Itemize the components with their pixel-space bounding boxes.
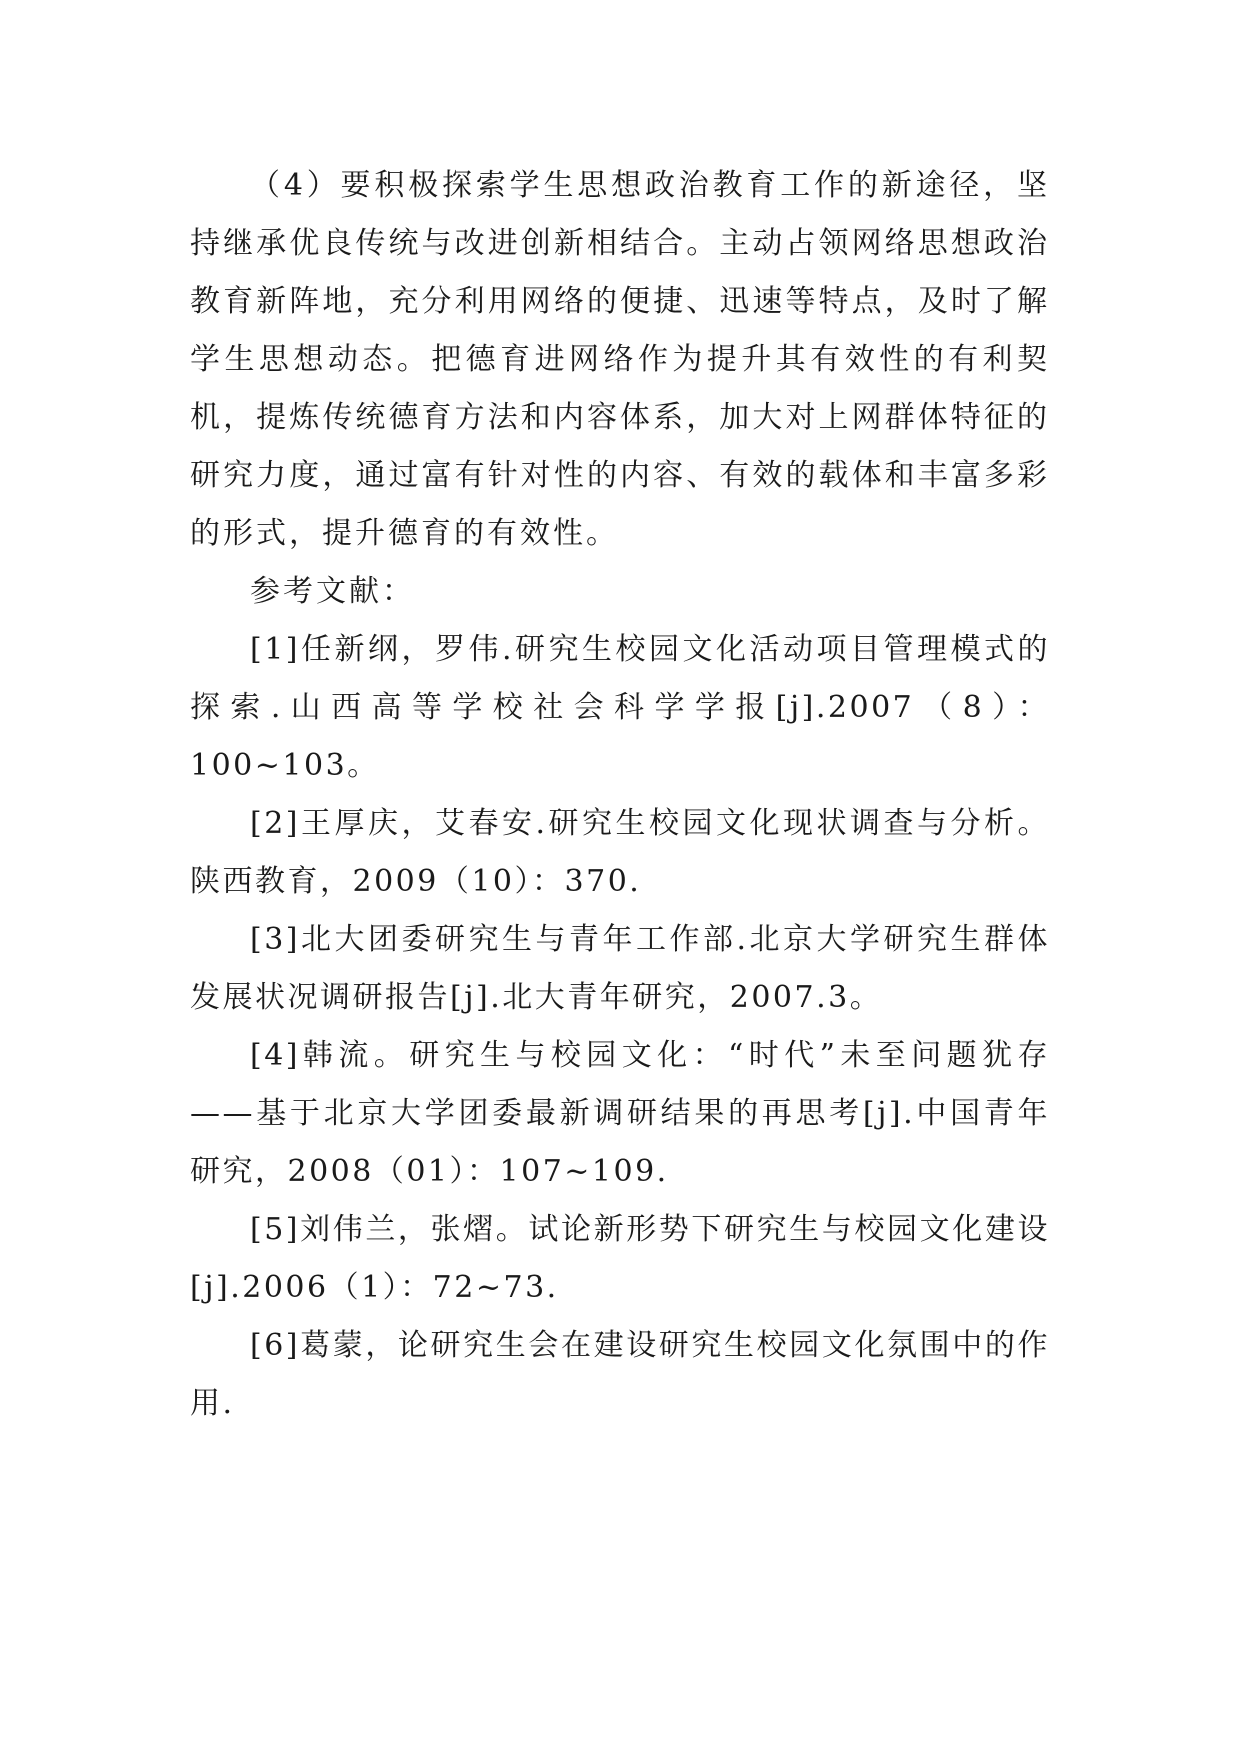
body-text (190, 157, 1050, 563)
references-section (190, 563, 1050, 1433)
reference-item: [4]韩流。研究生与校园文化：“时代”未至问题犹存——基于北京大学团委最新调研结果的再思考[j].中国青年研究，2008（01）：107~109. (190, 1038, 1050, 1189)
references-title: 参考文献： (250, 574, 415, 609)
reference-item: [6]葛蒙，论研究生会在建设研究生校园文化氛围中的作用. (190, 1328, 1050, 1421)
reference-item: [1]任新纲，罗伟.研究生校园文化活动项目管理模式的探索.山西高等学校社会科学学报[j].2007（8）：100~103。 (190, 632, 1050, 783)
body-paragraph: （4）要积极探索学生思想政治教育工作的新途径，坚持继承优良传统与改进创新相结合。主动占领网络思想政治教育新阵地，充分利用网络的便捷、迅速等特点，及时了解学生思想动态。把德育进网络作为提升其有效性的有利契机，提炼传统德育方法和内容体系，加大对上网群体特征的研究力度，通过富有针对性的内容、有效的载体和丰富多彩的形式，提升德育的有效性。 (190, 168, 1050, 551)
reference-item: [3]北大团委研究生与青年工作部.北京大学研究生群体发展状况调研报告[j].北大青年研究，2007.3。 (190, 922, 1050, 1015)
reference-item: [5]刘伟兰，张熠。试论新形势下研究生与校园文化建设[j].2006（1）：72~73. (190, 1212, 1050, 1305)
reference-item: [2]王厚庆，艾春安.研究生校园文化现状调查与分析。陕西教育，2009（10）：370. (190, 806, 1050, 899)
